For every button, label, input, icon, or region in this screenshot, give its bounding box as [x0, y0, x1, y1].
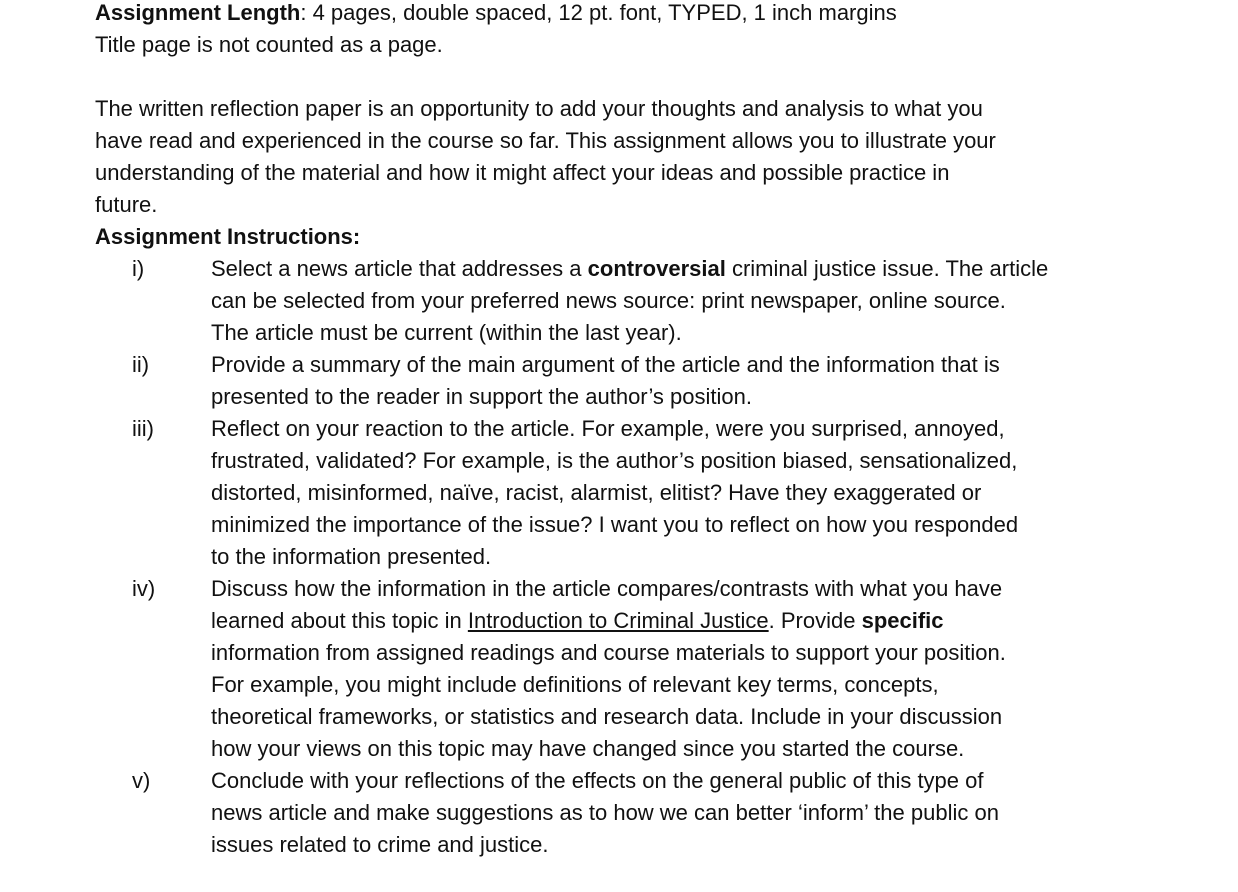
instruction-line: to the information presented. [211, 544, 492, 569]
emphasis-specific: specific [861, 608, 944, 633]
instruction-text [211, 573, 1215, 765]
instruction-line: frustrated, validated? For example, is the author’s position biased, sensationalized, [211, 448, 1018, 473]
list-marker: ii) [132, 352, 150, 377]
instruction-line: information from assigned readings and course materials to support your position. [211, 640, 1006, 665]
instruction-line: can be selected from your preferred news source: print newspaper, online source. [211, 288, 1006, 313]
text-run: . Provide [768, 608, 862, 633]
instruction-line: minimized the importance of the issue? I want you to reflect on how you responded [211, 512, 1019, 537]
course-title: Introduction to Criminal Justice [467, 608, 769, 633]
emphasis-controversial: controversial [587, 256, 726, 281]
instruction-line: news article and make suggestions as to how we can better ‘inform’ the public on [211, 800, 999, 825]
document-page [95, 0, 1215, 861]
instruction-text [211, 765, 1215, 861]
instruction-text [211, 349, 1215, 413]
instruction-line: Conclude with your reflections of the effects on the general public of this type of [211, 768, 984, 793]
intro-line: future. [95, 192, 158, 217]
instructions-list [95, 253, 1215, 861]
instructions-heading: Assignment Instructions: [95, 224, 361, 249]
instruction-text [211, 253, 1215, 349]
instruction-line: For example, you might include definitions of relevant key terms, concepts, [211, 672, 939, 697]
paragraph-spacer [95, 61, 1215, 93]
title-page-note: Title page is not counted as a page. [95, 32, 443, 57]
instruction-line: distorted, misinformed, naïve, racist, alarmist, elitist? Have they exaggerated or [211, 480, 982, 505]
instruction-line: how your views on this topic may have changed since you started the course. [211, 736, 965, 761]
instruction-item-ii [95, 349, 1215, 413]
text-run: learned about this topic in [211, 608, 468, 633]
instruction-line [211, 253, 1215, 285]
instruction-item-iii [95, 413, 1215, 573]
instruction-item-i [95, 253, 1215, 349]
instruction-line [211, 605, 1215, 637]
instruction-line: The article must be current (within the last year). [211, 320, 682, 345]
list-marker: iii) [132, 416, 154, 441]
intro-line: The written reflection paper is an opportunity to add your thoughts and analysis to what you [95, 96, 983, 121]
instruction-text [211, 413, 1215, 573]
list-marker: i) [132, 256, 145, 281]
instruction-line: Reflect on your reaction to the article. For example, were you surprised, annoyed, [211, 416, 1005, 441]
intro-line: understanding of the material and how it might affect your ideas and possible practice in [95, 160, 950, 185]
instruction-item-v [95, 765, 1215, 861]
assignment-length-value: : 4 pages, double spaced, 12 pt. font, TYPED, 1 inch margins [300, 0, 897, 25]
instruction-line: issues related to crime and justice. [211, 832, 549, 857]
instruction-line: Discuss how the information in the article compares/contrasts with what you have [211, 576, 1003, 601]
intro-paragraph [95, 93, 1215, 221]
text-run: Select a news article that addresses a [211, 256, 588, 281]
instruction-line: Provide a summary of the main argument of the article and the information that is [211, 352, 1000, 377]
list-marker: iv) [132, 576, 156, 601]
list-marker: v) [132, 768, 151, 793]
instruction-item-iv [95, 573, 1215, 765]
instruction-line: presented to the reader in support the author’s position. [211, 384, 752, 409]
assignment-length-label: Assignment Length [95, 0, 301, 25]
assignment-length-line [95, 0, 1215, 29]
instruction-line: theoretical frameworks, or statistics and research data. Include in your discussion [211, 704, 1003, 729]
intro-line: have read and experienced in the course so far. This assignment allows you to illustrate your [95, 128, 996, 153]
text-run: criminal justice issue. The article [725, 256, 1049, 281]
